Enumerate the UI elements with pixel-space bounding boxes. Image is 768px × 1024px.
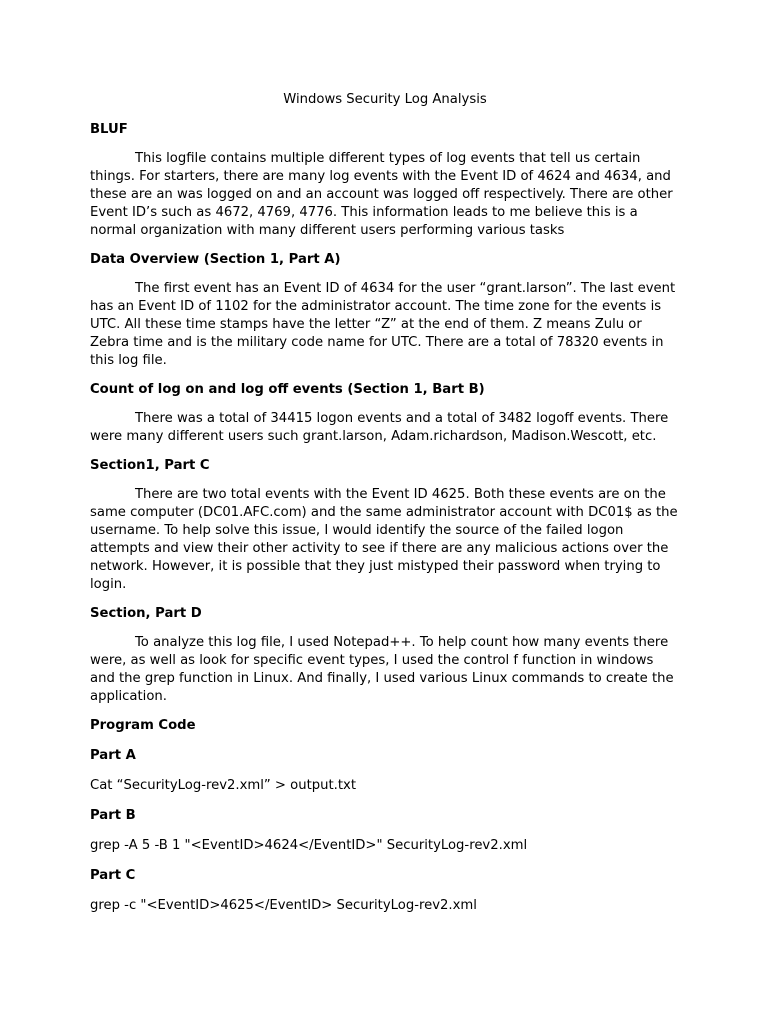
section-d-paragraph: To analyze this log file, I used Notepad++. To help count how many events there were, as well as look for specific event types, I used the control f function in windows and the grep function in Linux. And finally, I used various Linux commands to create the application. [90, 635, 674, 704]
document-title: Windows Security Log Analysis [283, 92, 487, 107]
count-events-paragraph: There was a total of 34415 logon events and a total of 3482 logoff events. There were many different users such grant.larson, Adam.richardson, Madison.Wescott, etc. [90, 411, 669, 444]
part-a-heading: Part A [90, 748, 136, 763]
part-b-code: grep -A 5 -B 1 "<EventID>4624</EventID>" SecurityLog-rev2.xml [90, 838, 528, 853]
data-overview-heading: Data Overview (Section 1, Part A) [90, 252, 341, 267]
section-c-paragraph: There are two total events with the Event ID 4625. Both these events are on the same computer (DC01.AFC.com) and the same administrator account with DC01$ as the username. To help solve this issue, I would identify the source of the failed logon attempts and view their other activity to see if there are any malicious actions over the network. However, it is possible that they just mistyped their password when trying to login. [90, 487, 678, 592]
bluf-paragraph: This logfile contains multiple different types of log events that tell us certain things. For starters, there are many log events with the Event ID of 4624 and 4634, and these are an was logged on and an account was logged off respectively. There are other Event ID’s such as 4672, 4769, 4776. This information leads to me believe this is a normal organization with many different users performing various tasks [90, 151, 673, 238]
part-b-heading: Part B [90, 808, 136, 823]
section-c-heading: Section1, Part C [90, 458, 210, 473]
part-c-heading: Part C [90, 868, 136, 883]
program-code-heading: Program Code [90, 718, 196, 733]
part-c-code: grep -c "<EventID>4625</EventID> SecurityLog-rev2.xml [90, 898, 477, 913]
section-d-heading: Section, Part D [90, 606, 202, 621]
count-events-heading: Count of log on and log off events (Section 1, Bart B) [90, 382, 485, 397]
bluf-heading: BLUF [90, 122, 128, 137]
document-page [90, 90, 680, 926]
data-overview-paragraph: The first event has an Event ID of 4634 for the user “grant.larson”. The last event has an Event ID of 1102 for the administrator account. The time zone for the events is UTC. All these time stamps have the letter “Z” at the end of them. Z means Zulu or Zebra time and is the military code name for UTC. There are a total of 78320 events in this log file. [90, 281, 676, 368]
part-a-code: Cat “SecurityLog-rev2.xml” > output.txt [90, 778, 356, 793]
